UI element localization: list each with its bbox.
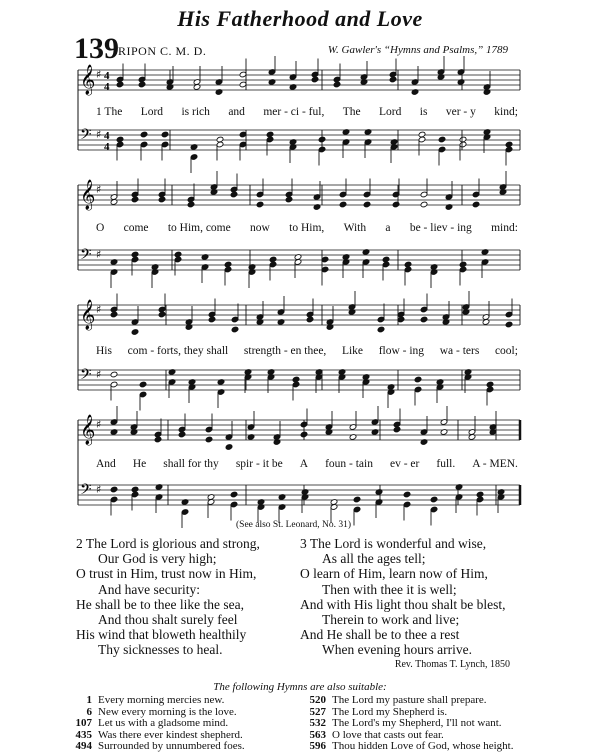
- verse-line: And thou shalt surely feel: [98, 612, 238, 628]
- treble-clef: 𝄞: [80, 180, 96, 210]
- verse-line: 2 The Lord is glorious and strong,: [76, 536, 260, 551]
- note-head: [389, 76, 397, 83]
- lyric-line-4: [96, 458, 518, 470]
- note-head: [161, 131, 169, 138]
- note-head: [158, 311, 166, 318]
- key-signature-sharp: ♯: [96, 483, 102, 496]
- lyric-line-3: [96, 345, 518, 357]
- suitable-hymn-title: Surrounded by unnumbered foes.: [98, 740, 245, 753]
- note-head: [110, 371, 118, 378]
- note-head: [339, 201, 347, 208]
- verse-line: 3 The Lord is wonderful and wise,: [300, 536, 487, 551]
- hymn-title: His Fatherhood and Love: [177, 6, 423, 31]
- note-head: [208, 316, 216, 323]
- note-head: [333, 81, 341, 88]
- note-head: [438, 136, 446, 143]
- suitable-hymn-item: [62, 741, 245, 753]
- bass-clef: 𝄢: [80, 481, 92, 502]
- key-signature-sharp: ♯: [96, 303, 102, 316]
- note-head: [311, 76, 319, 83]
- suitable-hymn-number: 6: [86, 705, 92, 718]
- key-signature-sharp: ♯: [96, 248, 102, 261]
- verse-line: And He shall be to thee a rest: [300, 627, 460, 643]
- note-head: [140, 131, 148, 138]
- key-signature-sharp: ♯: [96, 68, 102, 81]
- lyric-syllable: strength - en thee,: [243, 345, 327, 357]
- suitable-hymn-number: 494: [75, 740, 92, 753]
- lyric-syllable: With: [343, 222, 367, 234]
- suitable-hymn-title: The Lord my pasture shall prepare.: [332, 694, 487, 706]
- suitable-hymn-title: Thou hidden Love of God, whose height.: [332, 740, 514, 753]
- key-signature-sharp: ♯: [96, 128, 102, 141]
- note-head: [256, 201, 264, 208]
- note-head: [420, 201, 428, 208]
- suitable-hymn-title: New every morning is the love.: [98, 705, 237, 718]
- lyric-syllable: Lord: [140, 106, 164, 118]
- lyric-syllable: O: [96, 222, 105, 234]
- note-head: [231, 326, 239, 333]
- note-head: [230, 191, 238, 198]
- lyric-syllable: And: [96, 458, 116, 470]
- lyric-syllable: to Him,: [289, 222, 325, 234]
- lyric-syllable: Lord: [379, 106, 402, 118]
- see-also-note: (See also St. Leonard, No. 31): [236, 520, 352, 530]
- verse-line: And have security:: [98, 581, 200, 597]
- lyric-syllable: mind:: [491, 222, 518, 234]
- note-head: [505, 321, 513, 328]
- note-head: [472, 201, 480, 208]
- lyric-syllable: a: [385, 222, 391, 234]
- key-signature-sharp: ♯: [96, 418, 102, 431]
- suitable-hymn-number: 527: [309, 705, 326, 718]
- tune-name: RIPON C. M. D.: [118, 44, 207, 58]
- note-head: [403, 491, 411, 498]
- lyric-syllable: flow - ing: [378, 345, 425, 357]
- suitable-hymn-title: O love that casts out fear.: [332, 728, 444, 741]
- lyric-syllable: A: [299, 458, 309, 470]
- suitable-hymn-number: 520: [309, 694, 326, 706]
- note-head: [110, 311, 118, 318]
- time-signature: 4: [104, 70, 110, 82]
- verse-2: [76, 536, 260, 658]
- time-signature: 4: [104, 141, 110, 153]
- verse-line: When evening hours arrive.: [322, 642, 472, 658]
- lyric-syllable: wa - ters: [439, 345, 480, 357]
- lyric-syllable: come: [123, 222, 149, 234]
- lyric-syllable: foun - tain: [325, 458, 373, 470]
- key-signature-sharp: ♯: [96, 183, 102, 196]
- lyric-syllable: is rich: [181, 106, 210, 118]
- note-head: [377, 326, 385, 333]
- lyric-syllable: and: [228, 106, 245, 118]
- note-head: [230, 491, 238, 498]
- note-head: [392, 201, 400, 208]
- hymn-number: 139: [74, 32, 119, 65]
- note-head: [139, 381, 147, 388]
- note-head: [285, 196, 293, 203]
- lyric-syllable: com - forts, they shall: [127, 345, 229, 357]
- suitable-hymn-number: 107: [75, 717, 92, 730]
- lyric-syllable: 1 The: [96, 106, 123, 118]
- verse-line: As all the ages tell;: [322, 551, 426, 567]
- suitable-hymn-item: [296, 741, 513, 753]
- verse-3: [300, 536, 506, 658]
- lyric-syllable: spir - it be: [235, 458, 283, 470]
- treble-clef: 𝄞: [80, 415, 96, 445]
- suitable-list-left: [62, 695, 245, 753]
- note-head: [131, 329, 139, 336]
- lyric-syllable: He: [132, 458, 147, 470]
- suitable-hymn-number: 1: [86, 694, 92, 706]
- verse-line: Thy sicknesses to heal.: [98, 642, 223, 658]
- lyric-syllable: ev - er: [389, 458, 420, 470]
- note-head: [178, 431, 186, 438]
- suitable-hymn-title: The Lord's my Shepherd, I'll not want.: [332, 717, 502, 730]
- note-head: [353, 496, 361, 503]
- lyric-syllable: kind;: [494, 106, 518, 118]
- verse-line: Our God is very high;: [98, 551, 217, 567]
- lyric-syllable: A - MEN.: [472, 458, 518, 470]
- lyric-syllable: be - liev - ing: [409, 222, 472, 234]
- tune-source: W. Gawler's “Hymns and Psalms,” 1789: [327, 44, 508, 56]
- verse-line: Then with thee it is well;: [322, 581, 457, 597]
- note-head: [154, 436, 162, 443]
- lyric-syllable: mer - ci - ful,: [263, 106, 325, 118]
- lyric-syllable: now: [250, 222, 270, 234]
- time-signature: 4: [104, 130, 110, 142]
- lyric-syllable: The: [342, 106, 361, 118]
- note-head: [430, 496, 438, 503]
- note-head: [205, 436, 213, 443]
- suitable-hymn-number: 532: [309, 717, 326, 730]
- verse-line: O trust in Him, trust now in Him,: [76, 566, 257, 582]
- suitable-hymn-number: 435: [75, 728, 92, 741]
- lyric-line-2: [96, 222, 518, 234]
- lyric-syllable: cool;: [494, 345, 518, 357]
- verse-line: And with His light thou shalt be blest,: [300, 596, 506, 612]
- lyric-syllable: to Him, come: [167, 222, 231, 234]
- suitable-hymn-number: 596: [309, 740, 326, 753]
- note-head: [110, 486, 118, 493]
- lyric-syllable: Like: [341, 345, 364, 357]
- note-head: [414, 376, 422, 383]
- treble-clef: 𝄞: [80, 65, 96, 95]
- suitable-hymn-item: [62, 695, 245, 707]
- note-head: [187, 201, 195, 208]
- author-attribution: Rev. Thomas T. Lynch, 1850: [394, 659, 510, 670]
- bass-clef: 𝄢: [80, 246, 92, 267]
- note-head: [420, 316, 428, 323]
- lyric-line-1: [96, 106, 518, 118]
- suitable-list-right: [296, 695, 513, 753]
- verse-line: He shall be to thee like the sea,: [76, 596, 244, 612]
- suitable-hymn-title: Let us with a gladsome mind.: [98, 717, 229, 730]
- note-head: [363, 201, 371, 208]
- note-head: [158, 196, 166, 203]
- bass-clef: 𝄢: [80, 366, 92, 387]
- note-head: [116, 81, 124, 88]
- key-signature-sharp: ♯: [96, 368, 102, 381]
- lyric-syllable: His: [96, 345, 112, 357]
- time-signature: 4: [104, 81, 110, 93]
- note-head: [138, 81, 146, 88]
- suitable-hymn-title: The Lord my Shepherd is.: [332, 705, 448, 718]
- note-head: [225, 444, 233, 451]
- suitable-hymn-number: 563: [309, 728, 326, 741]
- note-head: [393, 426, 401, 433]
- suitable-hymns-title: The following Hymns are also suitable:: [213, 681, 387, 693]
- suitable-hymn-title: Was there ever kindest shepherd.: [98, 728, 243, 741]
- verse-line: Therein to work and live;: [322, 612, 460, 628]
- verse-line: O learn of Him, learn now of Him,: [300, 566, 488, 582]
- verse-line: His wind that bloweth healthily: [76, 627, 247, 643]
- bass-clef: 𝄢: [80, 126, 92, 147]
- treble-clef: 𝄞: [80, 300, 96, 330]
- note-head: [306, 316, 314, 323]
- lyric-syllable: ver - y: [445, 106, 476, 118]
- lyric-syllable: full.: [436, 458, 456, 470]
- suitable-hymn-title: Every morning mercies new.: [98, 694, 225, 706]
- suitable-hymn-item: [296, 695, 513, 707]
- lyric-syllable: shall for thy: [163, 458, 219, 470]
- lyric-syllable: is: [419, 106, 428, 118]
- note-head: [131, 196, 139, 203]
